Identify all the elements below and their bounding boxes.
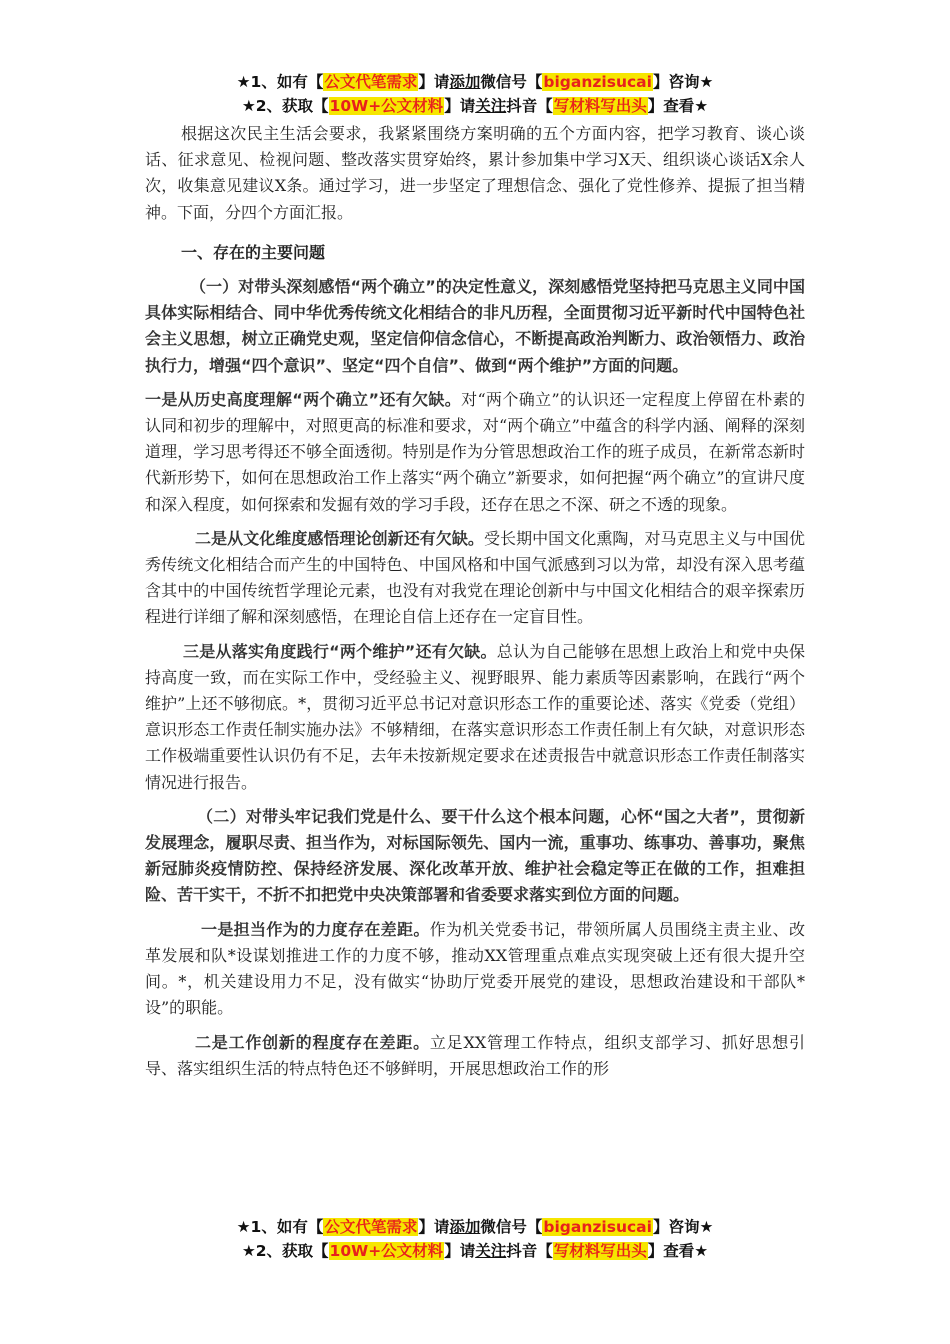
paragraph-3: 三是从落实角度践行“两个维护”还有欠缺。总认为自己能够在思想上政治上和党中央保持高度一致，而在实际工作中，受经验主义、视野眼界、能力素质等因素影响，在践行“两个维护”上还不够彻底。*，贯彻习近平总书记对意识形态工作的重要论述、落实《党委（党组）意识形态工作责任制实施办法》不够精细，在落实意识形态工作责任制上有欠缺，对意识形态工作极端重要性认识仍有不足，去年未按新规定要求在述责报告中就意识形态工作责任制落实情况进行报告。 (145, 641, 805, 792)
highlight-service: 公文代笔需求 (324, 73, 418, 91)
paragraph-4: 一是担当作为的力度存在差距。作为机关党委书记，带领所属人员围绕主责主业、改革发展和队*设谋划推进工作的力度不够，推动XX管理重点难点实现突破上还有很大提升空间。*，机关建设用力不足，没有做实“协助厅党委开展党的建设，思想政治建设和干部队*设”的职能。 (145, 919, 805, 1018)
highlight-service: 公文代笔需求 (324, 1218, 418, 1236)
subsection-heading-2: （二）对带头牢记我们党是什么、要干什么这个根本问题，心怀“国之大者”，贯彻新发展理念，履职尽责、担当作为，对标国际领先、国内一流，重事功、练事功、善事功，聚焦新冠肺炎疫情防控、保持经济发展、深化改革开放、维护社会稳定等正在做的工作，担难担险、苦干实干，不折不扣把党中央决策部署和省委要求落实到位方面的问题。 (145, 806, 805, 905)
paragraph-1: 一是从历史高度理解“两个确立”还有欠缺。对“两个确立”的认识还一定程度上停留在朴素的认同和初步的理解中，对照更高的标准和要求，对“两个确立”中蕴含的科学内涵、阐释的深刻道理，学习思考得还不够全面透彻。特别是作为分管思想政治工作的班子成员，在新常态新时代新形势下，如何在思想政治工作上落实“两个确立”新要求，如何把握“两个确立”的宣讲尺度和深入程度，如何探索和发掘有效的学习手段，还存在思之不深、研之不透的现象。 (145, 389, 805, 514)
highlight-wechat-id: biganzisucai (543, 73, 652, 91)
paragraph-5: 二是工作创新的程度存在差距。立足XX管理工作特点，组织支部学习、抓好思想引导、落实组织生活的特点特色还不够鲜明，开展思想政治工作的形 (145, 1032, 805, 1078)
intro-paragraph: 根据这次民主生活会要求，我紧紧围绕方案明确的五个方面内容，把学习教育、谈心谈话、征求意见、检视问题、整改落实贯穿始终，累计参加集中学习X天、组织谈心谈话X余人次，收集意见建议X条。通过学习，进一步坚定了理想信念、强化了党性修养、提振了担当精神。下面，分四个方面汇报。 (145, 124, 805, 222)
section-heading: 一、存在的主要问题 (181, 242, 326, 262)
highlight-douyin: 写材料写出头 (553, 97, 647, 115)
promo-line-2: ★2、获取【10W+公文材料】请关注抖音【写材料写出头】查看★ (241, 97, 709, 115)
highlight-materials: 10W+公文材料 (329, 97, 444, 115)
subsection-heading-1: （一）对带头深刻感悟“两个确立”的决定性意义，深刻感悟党坚持把马克思主义同中国具体实际相结合、同中华优秀传统文化相结合的非凡历程，全面贯彻习近平新时代中国特色社会主义思想，树立正确党史观，坚定信仰信念信心，不断提高政治判断力、政治领悟力、政治执行力，增强“四个意识”、坚定“四个自信”、做到“两个维护”方面的问题。 (145, 277, 805, 375)
promo-line-1: ★1、如有【公文代笔需求】请添加微信号【biganzisucai】咨询★ (236, 1218, 714, 1236)
highlight-douyin: 写材料写出头 (553, 1242, 647, 1260)
highlight-wechat-id: biganzisucai (543, 1218, 652, 1236)
promo-line-1: ★1、如有【公文代笔需求】请添加微信号【biganzisucai】咨询★ (236, 73, 714, 91)
highlight-materials: 10W+公文材料 (329, 1242, 444, 1260)
paragraph-2: 二是从文化维度感悟理论创新还有欠缺。受长期中国文化熏陶，对马克思主义与中国优秀传统文化相结合而产生的中国特色、中国风格和中国气派感到习以为常，却没有深入思考蕴含其中的中国传统哲学理论元素，也没有对我党在理论创新中与中国文化相结合的艰辛探索历程进行详细了解和深刻感悟，在理论自信上还存在一定盲目性。 (145, 528, 805, 627)
promo-banner-top (0, 70, 950, 118)
document-body (145, 121, 805, 1082)
promo-line-2: ★2、获取【10W+公文材料】请关注抖音【写材料写出头】查看★ (241, 1242, 709, 1260)
promo-banner-bottom (0, 1215, 950, 1263)
